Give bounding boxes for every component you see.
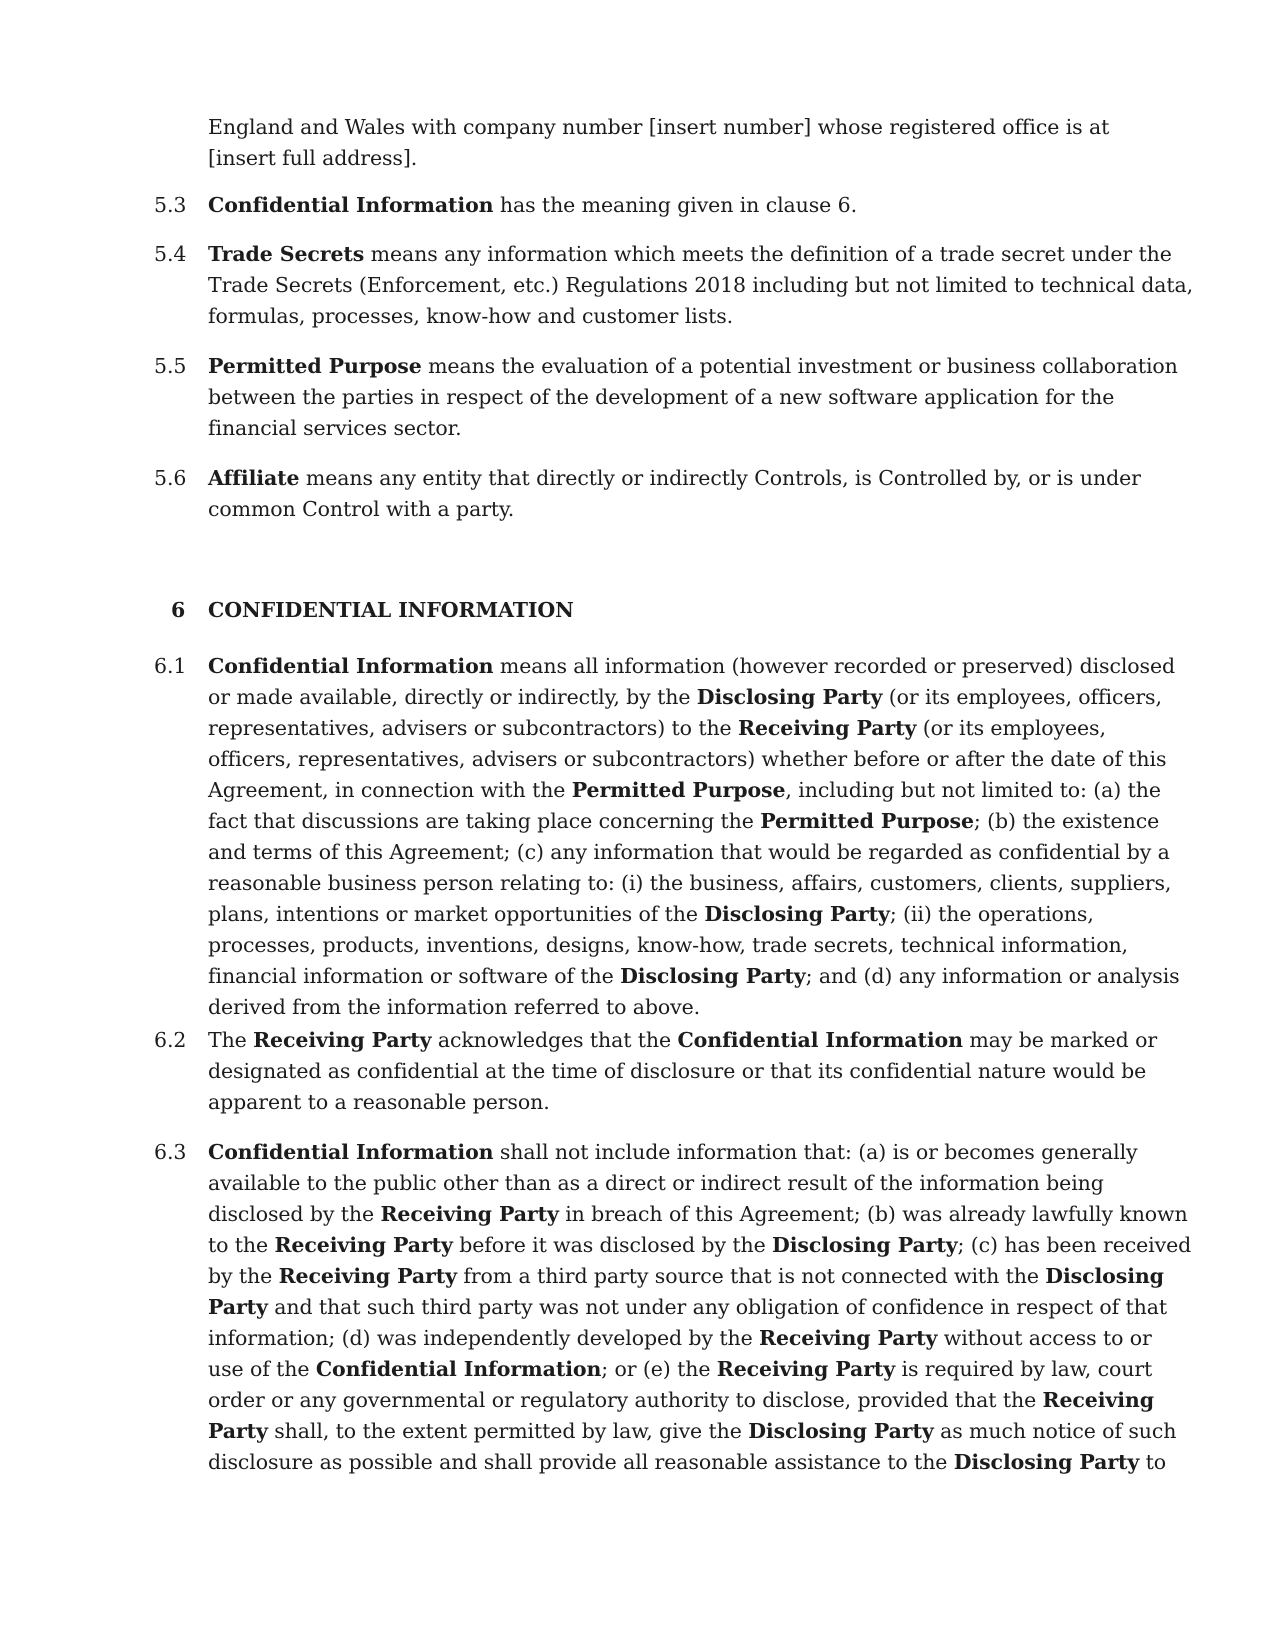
defined-term: Receiving Party bbox=[380, 1202, 559, 1226]
defined-term: Receiving Party bbox=[738, 716, 917, 740]
text-line bbox=[208, 1354, 1153, 1385]
text-run: in breach of this Agreement; (b) was already lawfully known bbox=[558, 1202, 1188, 1226]
text-run: between the parties in respect of the development of a new software application for the bbox=[208, 385, 1115, 409]
defined-term: Confidential Information bbox=[315, 1357, 602, 1381]
clause-text bbox=[208, 351, 1178, 444]
defined-term: Permitted Purpose bbox=[571, 778, 786, 802]
clause-number: 5.5 bbox=[154, 354, 187, 378]
text-run: apparent to a reasonable person. bbox=[208, 1090, 550, 1114]
text-run: and that such third party was not under any obligation of confidence in respect of that bbox=[267, 1295, 1168, 1319]
text-line bbox=[208, 868, 1172, 899]
text-line bbox=[208, 1230, 1192, 1261]
text-line bbox=[208, 775, 1161, 806]
text-run: may be marked or bbox=[962, 1028, 1158, 1052]
text-run: financial information or software of the bbox=[208, 964, 621, 988]
text-run: Trade Secrets (Enforcement, etc.) Regulations 2018 including but not limited to technical data, bbox=[208, 273, 1194, 297]
text-run: England and Wales with company number [insert number] whose registered office is at bbox=[208, 115, 1110, 139]
text-run: as much notice of such bbox=[933, 1419, 1177, 1443]
clause-number: 6.3 bbox=[154, 1140, 187, 1164]
text-line bbox=[208, 351, 1178, 382]
text-run: Agreement, in connection with the bbox=[208, 778, 572, 802]
defined-term: Receiving Party bbox=[253, 1028, 432, 1052]
clause-text bbox=[208, 463, 1141, 525]
text-run: , including but not limited to: (a) the bbox=[785, 778, 1161, 802]
defined-term: Disclosing Party bbox=[953, 1450, 1140, 1474]
text-line bbox=[208, 190, 1138, 221]
clause-number: 6.2 bbox=[154, 1028, 187, 1052]
text-line bbox=[208, 837, 1170, 868]
text-run: derived from the information referred to above. bbox=[208, 995, 701, 1019]
defined-term: Disclosing Party bbox=[772, 1233, 958, 1257]
text-line bbox=[208, 1087, 1138, 1118]
text-line bbox=[208, 239, 1172, 270]
text-line bbox=[208, 1323, 1152, 1354]
defined-term: Trade Secrets bbox=[208, 242, 365, 266]
text-run: financial services sector. bbox=[208, 416, 462, 440]
text-line bbox=[208, 1447, 1167, 1478]
text-run: before it was disclosed by the bbox=[452, 1233, 773, 1257]
text-line bbox=[208, 143, 1138, 174]
defined-term: Receiving Party bbox=[759, 1326, 938, 1350]
text-run: formulas, processes, know-how and customer lists. bbox=[208, 304, 734, 328]
defined-term: Disclosing Party bbox=[748, 1419, 934, 1443]
text-line bbox=[208, 1168, 1138, 1199]
defined-term: Disclosing Party bbox=[620, 964, 806, 988]
text-run: representatives, advisers or subcontractors) to the bbox=[208, 716, 739, 740]
defined-term: Confidential Information bbox=[208, 193, 494, 217]
text-line bbox=[208, 1025, 1158, 1056]
text-run: fact that discussions are taking place concerning the bbox=[208, 809, 761, 833]
text-run: designated as confidential at the time of disclosure or that its confidential nature would be bbox=[208, 1059, 1147, 1083]
text-run: ; or (e) the bbox=[601, 1357, 717, 1381]
defined-term: Confidential Information bbox=[208, 654, 494, 678]
text-run: ; (ii) the operations, bbox=[889, 902, 1094, 926]
defined-term: Affiliate bbox=[208, 466, 300, 490]
section-number: 6 bbox=[171, 598, 186, 622]
text-run: common Control with a party. bbox=[208, 497, 515, 521]
text-line bbox=[208, 1137, 1138, 1168]
text-run: disclosed by the bbox=[208, 1202, 381, 1226]
text-run: disclosure as possible and shall provide all reasonable assistance to the bbox=[208, 1450, 954, 1474]
text-line bbox=[208, 382, 1138, 413]
text-run: shall not include information that: (a) is or becomes generally bbox=[493, 1140, 1138, 1164]
text-line bbox=[208, 651, 1176, 682]
text-line bbox=[208, 494, 1138, 525]
defined-term: Permitted Purpose bbox=[760, 809, 974, 833]
section-title: CONFIDENTIAL INFORMATION bbox=[208, 598, 574, 622]
text-run: plans, intentions or market opportunities of the bbox=[208, 902, 705, 926]
clause-number: 5.3 bbox=[154, 193, 187, 217]
text-run: and terms of this Agreement; (c) any information that would be regarded as confidential by a bbox=[208, 840, 1170, 864]
text-line bbox=[208, 1056, 1147, 1087]
clause-text bbox=[208, 1137, 1192, 1478]
defined-term: Disclosing bbox=[1045, 1264, 1164, 1288]
text-line bbox=[208, 806, 1160, 837]
clause-number: 5.6 bbox=[154, 466, 187, 490]
text-run: shall, to the extent permitted by law, give the bbox=[267, 1419, 749, 1443]
text-run: means any information which meets the definition of a trade secret under the bbox=[364, 242, 1172, 266]
text-run: by the bbox=[208, 1264, 279, 1288]
text-run: acknowledges that the bbox=[431, 1028, 678, 1052]
text-run: is required by law, court bbox=[895, 1357, 1153, 1381]
text-run: information; (d) was independently developed by the bbox=[208, 1326, 760, 1350]
text-run: has the meaning given in clause 6. bbox=[493, 193, 857, 217]
text-line bbox=[208, 1199, 1188, 1230]
defined-term: Disclosing Party bbox=[704, 902, 890, 926]
text-line bbox=[208, 682, 1162, 713]
clause-text bbox=[208, 239, 1194, 332]
defined-term: Confidential Information bbox=[677, 1028, 963, 1052]
text-run: reasonable business person relating to: (i) the business, affairs, customers, clients, suppliers, bbox=[208, 871, 1172, 895]
text-run: use of the bbox=[208, 1357, 316, 1381]
clause-text bbox=[208, 190, 1138, 221]
defined-term: Disclosing Party bbox=[696, 685, 883, 709]
clause-text bbox=[208, 1025, 1158, 1118]
text-line bbox=[208, 713, 1138, 744]
text-run: to bbox=[1139, 1450, 1167, 1474]
text-run: (or its employees, bbox=[916, 716, 1106, 740]
text-run: [insert full address]. bbox=[208, 146, 418, 170]
text-line bbox=[208, 270, 1194, 301]
defined-term: Party bbox=[208, 1419, 268, 1443]
text-run: processes, products, inventions, designs, know-how, trade secrets, technical information, bbox=[208, 933, 1128, 957]
text-line bbox=[208, 1385, 1154, 1416]
text-run: (or its employees, officers, bbox=[882, 685, 1162, 709]
text-line bbox=[208, 1416, 1177, 1447]
defined-term: Confidential Information bbox=[208, 1140, 494, 1164]
clause-number: 6.1 bbox=[154, 654, 187, 678]
text-line bbox=[208, 112, 1138, 143]
defined-term: Permitted Purpose bbox=[208, 354, 422, 378]
clause-number: 5.4 bbox=[154, 242, 187, 266]
text-line bbox=[208, 463, 1141, 494]
text-line bbox=[208, 413, 1138, 444]
text-run: order or any governmental or regulatory authority to disclose, provided that the bbox=[208, 1388, 1043, 1412]
text-run: or made available, directly or indirectly, by the bbox=[208, 685, 697, 709]
text-run: ; and (d) any information or analysis bbox=[805, 964, 1180, 988]
defined-term: Party bbox=[208, 1295, 268, 1319]
text-run: to the bbox=[208, 1233, 275, 1257]
text-run: available to the public other than as a direct or indirect result of the information being bbox=[208, 1171, 1104, 1195]
text-run: means any entity that directly or indirectly Controls, is Controlled by, or is under bbox=[299, 466, 1141, 490]
text-run: The bbox=[208, 1028, 254, 1052]
text-line bbox=[208, 961, 1180, 992]
text-run: without access to or bbox=[937, 1326, 1152, 1350]
text-line bbox=[208, 992, 1138, 1023]
defined-term: Receiving Party bbox=[278, 1264, 457, 1288]
clause-text bbox=[208, 651, 1180, 1023]
text-line bbox=[208, 1292, 1168, 1323]
defined-term: Receiving bbox=[1042, 1388, 1154, 1412]
text-run: officers, representatives, advisers or subcontractors) whether before or after the date of this bbox=[208, 747, 1167, 771]
defined-term: Receiving Party bbox=[716, 1357, 896, 1381]
text-line bbox=[208, 744, 1167, 775]
text-line bbox=[208, 930, 1138, 961]
text-run: ; (b) the existence bbox=[973, 809, 1160, 833]
intro-lines bbox=[208, 112, 1138, 174]
text-run: means all information (however recorded or preserved) disclosed bbox=[493, 654, 1176, 678]
text-line bbox=[208, 301, 1138, 332]
text-line bbox=[208, 899, 1138, 930]
defined-term: Receiving Party bbox=[274, 1233, 453, 1257]
text-line bbox=[208, 1261, 1164, 1292]
text-run: means the evaluation of a potential investment or business collaboration bbox=[421, 354, 1178, 378]
text-run: ; (c) has been received bbox=[957, 1233, 1192, 1257]
text-run: from a third party source that is not connected with the bbox=[456, 1264, 1046, 1288]
